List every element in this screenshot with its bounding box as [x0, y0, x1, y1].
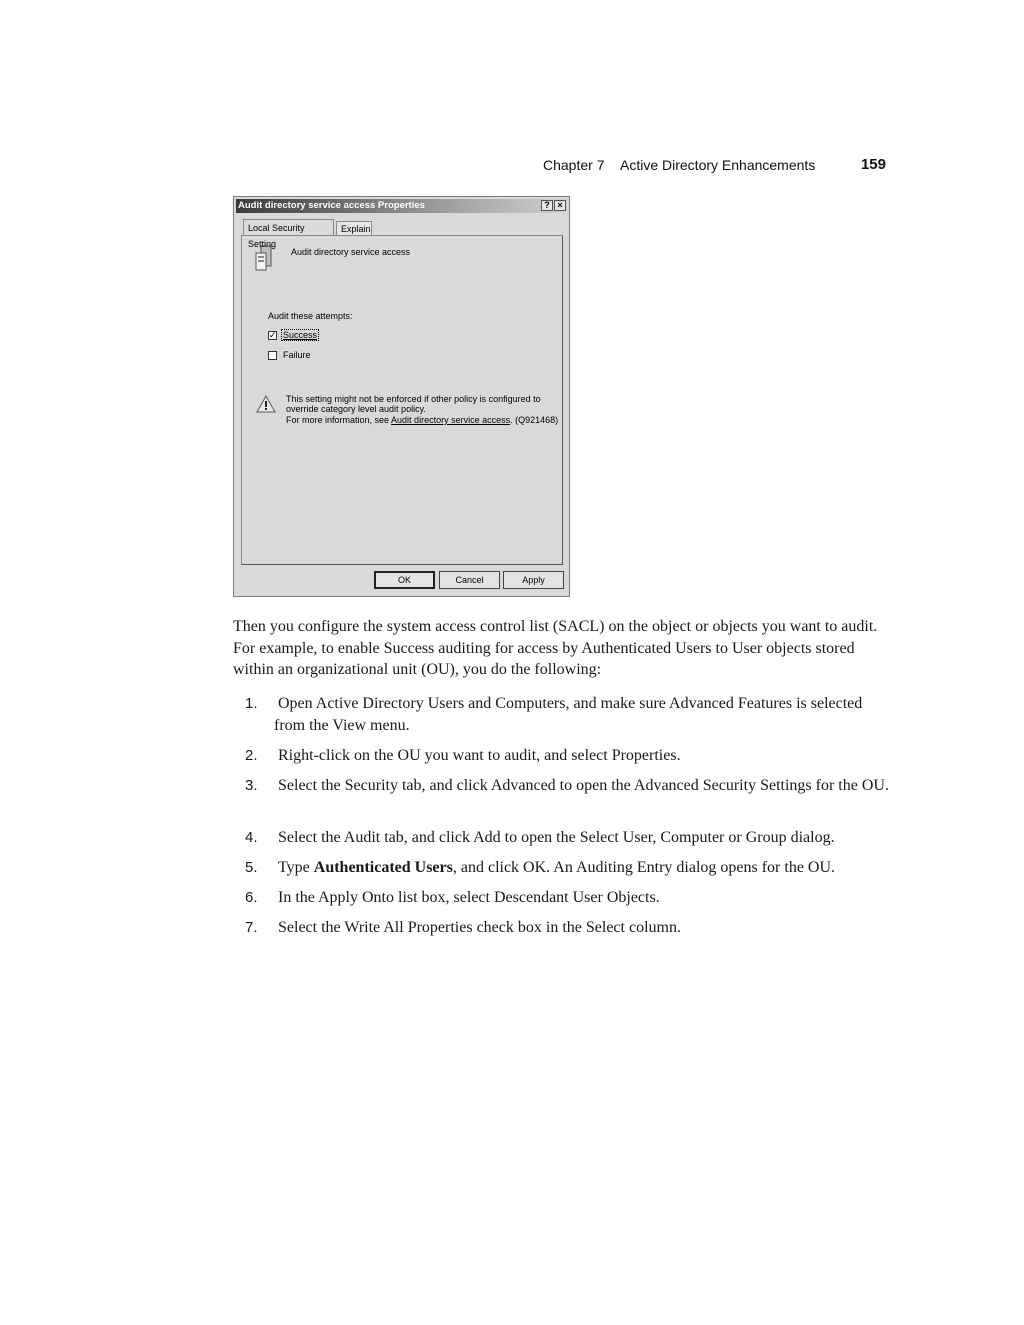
- intro-paragraph: Then you configure the system access control list (SACL) on the object or objects you want to audit. For example, to enable Success auditing for access by Authenticated Users to User objects stored within an organizational unit (OU), you do the following:: [233, 618, 878, 678]
- dialog-titlebar: [236, 199, 567, 213]
- success-checkbox[interactable]: ✓: [269, 330, 277, 340]
- warning-line-2: override category level audit policy.: [286, 404, 426, 414]
- dialog-title: Audit directory service access Properties: [238, 200, 425, 211]
- failure-label[interactable]: Failure: [283, 350, 311, 360]
- cancel-button[interactable]: Cancel: [439, 571, 500, 589]
- help-link[interactable]: Audit directory service access: [391, 415, 511, 425]
- help-button[interactable]: ?: [541, 200, 553, 211]
- policy-name: Audit directory service access: [291, 247, 411, 257]
- failure-checkbox[interactable]: [268, 351, 277, 360]
- warning-line-3: For more information, see Audit directory service access. (Q921468): [286, 415, 559, 425]
- warning-icon: [256, 395, 276, 413]
- tab-explain[interactable]: Explain: [336, 221, 372, 235]
- apply-button[interactable]: Apply: [503, 571, 564, 589]
- chapter-title: Active Directory Enhancements: [620, 157, 816, 173]
- running-head: [543, 155, 886, 175]
- ok-button[interactable]: OK: [374, 571, 435, 589]
- success-label[interactable]: Success: [283, 330, 318, 340]
- properties-dialog-screenshot: [233, 196, 570, 597]
- page-number: 159: [860, 156, 886, 173]
- audit-attempts-label: Audit these attempts:: [268, 311, 353, 321]
- tab-local-security-setting[interactable]: Local Security Setting: [243, 219, 334, 235]
- chapter-label: Chapter 7: [543, 157, 605, 173]
- close-button[interactable]: ×: [554, 200, 566, 211]
- warning-line-1: This setting might not be enforced if other policy is configured to: [286, 394, 541, 404]
